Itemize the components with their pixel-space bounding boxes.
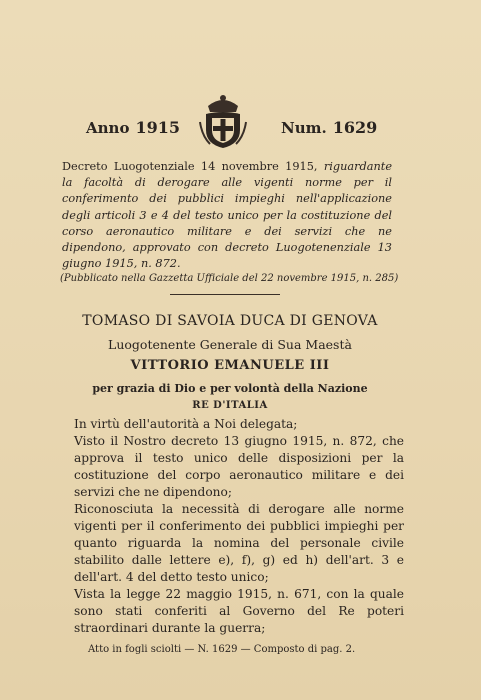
body-paragraph: In virtù dell'autorità a Noi delegata; [74, 417, 298, 431]
publication-note: (Pubblicato nella Gazzetta Ufficiale del 22 novembre 1915, n. 285) [60, 273, 399, 284]
decree-body [74, 416, 404, 637]
re-line: RE D'ITALIA [192, 400, 268, 411]
decree-intro: Decreto Luogotenziale 14 novembre 1915, [62, 160, 318, 173]
divider [170, 294, 280, 295]
num-label [281, 118, 377, 137]
decree-summary [62, 159, 392, 272]
anno-text: Anno [86, 119, 130, 137]
footer-note: Atto in fogli sciolti — N. 1629 — Composto di pag. 2. [88, 644, 356, 655]
vittorio-line: VITTORIO EMANUELE III [130, 358, 330, 373]
decree-description: riguardante la facoltà di derogare alle vigenti norme per il conferimento dei pubblici impieghi nell'applicazione degli articoli 3 e 4 del testo unico per la costituzione del corso aeronautico militare e dei servizi che ne dipendono, approvato con decreto Luogotenenziale 13 giugno 1915, n. 872. [62, 160, 392, 271]
lieutenant-line: Luogotenente Generale di Sua Maestà [108, 337, 352, 352]
num-value: 1629 [332, 118, 378, 137]
king-line: TOMASO DI SAVOIA DUCA DI GENOVA [82, 313, 378, 329]
grazia-line: per grazia di Dio e per volontà della Nazione [92, 382, 368, 395]
num-text: Num. [281, 119, 327, 137]
anno-label [86, 118, 180, 137]
anno-year: 1915 [135, 118, 180, 137]
body-paragraph: Riconosciuta la necessità di derogare alle norme vigenti per il conferimento dei pubblici impieghi per quanto riguarda la nomina del personale civile stabilito dalle lettere e), f), g) ed h) dell'art. 3 e dell'art. 4 del detto testo unico; [74, 502, 404, 584]
body-paragraph: Vista la legge 22 maggio 1915, n. 671, con la quale sono stati conferiti al Governo del Re poteri straordinari durante la guerra; [74, 587, 404, 635]
document-header [86, 92, 376, 152]
royal-crest-icon [198, 92, 248, 150]
body-paragraph: Visto il Nostro decreto 13 giugno 1915, n. 872, che approva il testo unico delle disposizioni per la costituzione del corpo aeronautico militare e dei servizi che ne dipendono; [74, 434, 404, 499]
